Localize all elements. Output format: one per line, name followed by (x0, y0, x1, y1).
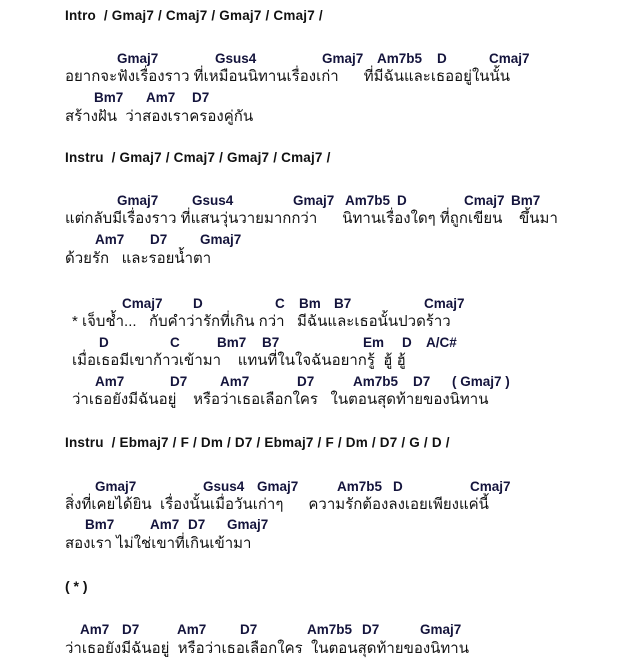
chord: Gmaj7 (200, 232, 242, 247)
chord: Gmaj7 (420, 622, 462, 637)
lyric-line: สองเรา ไม่ใช่เขาที่เกินเข้ามา (65, 535, 252, 552)
chord: Gmaj7 (293, 193, 335, 208)
chord: Am7 (95, 374, 125, 389)
lyric-line: เมื่อเธอมีเขาก้าวเข้ามา แทนที่ในใจฉันอยากรู้ ฮู้ ฮู้ (72, 352, 406, 369)
chord: Am7 (220, 374, 250, 389)
chord: Cmaj7 (122, 296, 163, 311)
lyric-line: แต่กลับมีเรื่องราว ที่แสนวุ่นวายมากกว่า นิทานเรื่องใดๆ ที่ถูกเขียน ขึ้นมา (65, 210, 558, 227)
chord: Cmaj7 (470, 479, 511, 494)
lyric-line: สร้างฝัน ว่าสองเราครองคู่กัน (65, 108, 254, 125)
chord: Gsus4 (192, 193, 234, 208)
chord: D7 (170, 374, 188, 389)
lyric-line: ว่าเธอยังมีฉันอยู่ หรือว่าเธอเลือกใคร ในตอนสุดท้ายของนิทาน (65, 640, 469, 657)
chord: D7 (192, 90, 210, 105)
lyric-line: อยากจะฟังเรื่องราว ที่เหมือนนิทานเรื่องเก่า ที่มีฉันและเธออยู่ในนั้น (65, 68, 511, 85)
chord: Cmaj7 (489, 51, 530, 66)
lyric-line: ว่าเธอยังมีฉันอยู่ หรือว่าเธอเลือกใคร ในตอนสุดท้ายของนิทาน (72, 391, 489, 408)
chord: Bm7 (85, 517, 115, 532)
chord: Bm7 (94, 90, 124, 105)
chord: D7 (122, 622, 140, 637)
chord: Am7 (95, 232, 125, 247)
chord: Am7 (150, 517, 180, 532)
section-heading: Instru / Ebmaj7 / F / Dm / D7 / Ebmaj7 / F / Dm / D7 / G / D / (65, 435, 450, 450)
chord: D (193, 296, 203, 311)
chord: Am7b5 (345, 193, 391, 208)
lyric-line: ด้วยรัก และรอยน้ำตา (65, 250, 212, 267)
chord: Am7b5 (353, 374, 399, 389)
chord-line (0, 622, 620, 639)
chord: Bm7 (511, 193, 541, 208)
chord: ( Gmaj7 ) (452, 374, 510, 389)
chord: B7 (262, 335, 280, 350)
chord: D7 (297, 374, 315, 389)
chord: D7 (240, 622, 258, 637)
chord-line (0, 232, 620, 249)
chord: Am7b5 (307, 622, 353, 637)
chord: Am7b5 (337, 479, 383, 494)
chord: Gsus4 (203, 479, 245, 494)
chord: A/C# (426, 335, 457, 350)
chord: Am7b5 (377, 51, 423, 66)
repeat-marker: ( * ) (65, 578, 88, 594)
chord: D7 (413, 374, 431, 389)
chord: Am7 (80, 622, 110, 637)
lyric-line: * เจ็บช้ำ... กับคำว่ารักที่เกิน กว่า มีฉันและเธอนั้นปวดร้าว (72, 313, 451, 330)
chord: Am7 (146, 90, 176, 105)
section-heading: Intro / Gmaj7 / Cmaj7 / Gmaj7 / Cmaj7 / (65, 8, 323, 23)
chord: Gmaj7 (257, 479, 299, 494)
chord-line (0, 517, 620, 534)
chord-line (0, 90, 620, 107)
chord: Gmaj7 (117, 193, 159, 208)
chord: Cmaj7 (424, 296, 465, 311)
chord: D7 (188, 517, 206, 532)
chord: D (99, 335, 109, 350)
chord: Gmaj7 (322, 51, 364, 66)
chord: D (393, 479, 403, 494)
chord: Em (363, 335, 385, 350)
chord: D7 (362, 622, 380, 637)
chord: Cmaj7 (464, 193, 505, 208)
chord: C (170, 335, 180, 350)
chord: D (397, 193, 407, 208)
chord: Bm7 (217, 335, 247, 350)
lyric-line: สิ่งที่เคยได้ยิน เรื่องนั้นเมื่อวันเก่าๆ ความรักต้องลงเอยเพียงแค่นี้ (65, 496, 489, 513)
chord: Gmaj7 (117, 51, 159, 66)
chord: Bm (299, 296, 321, 311)
chord: D (402, 335, 412, 350)
chord: Gmaj7 (95, 479, 137, 494)
chord: D7 (150, 232, 168, 247)
chord: C (275, 296, 285, 311)
chord: Gsus4 (215, 51, 257, 66)
chord: B7 (334, 296, 352, 311)
chord: Gmaj7 (227, 517, 269, 532)
section-heading: Instru / Gmaj7 / Cmaj7 / Gmaj7 / Cmaj7 / (65, 150, 331, 165)
chord: D (437, 51, 447, 66)
chord: Am7 (177, 622, 207, 637)
